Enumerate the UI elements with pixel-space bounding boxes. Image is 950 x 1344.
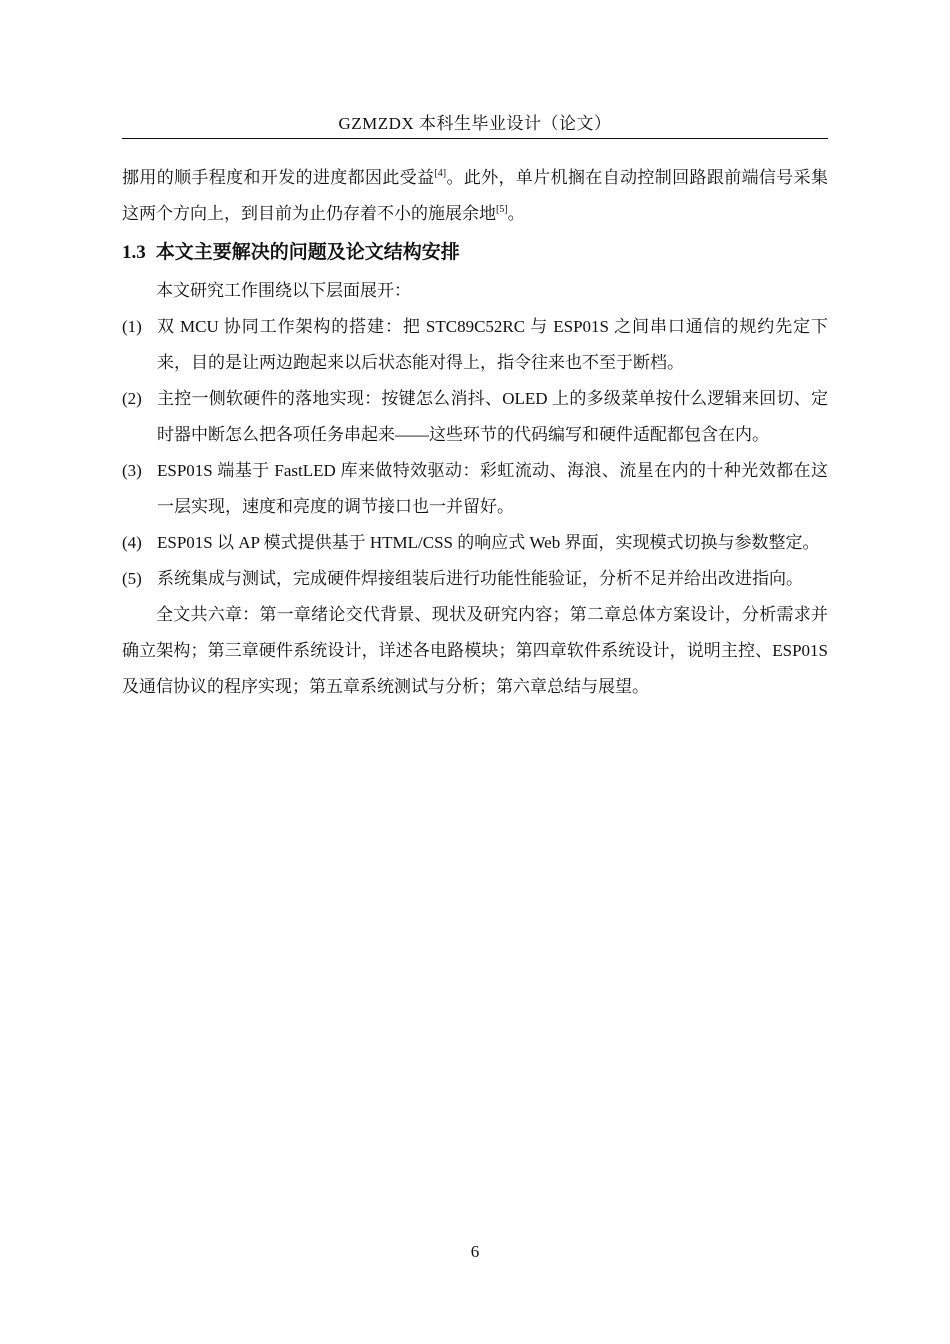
list-item-text: ESP01S 端基于 FastLED 库来做特效驱动：彩虹流动、海浪、流星在内的十种光效都在这一层实现，速度和亮度的调节接口也一并留好。 xyxy=(157,461,828,516)
list-item-text: 双 MCU 协同工作架构的搭建：把 STC89C52RC 与 ESP01S 之间串口通信的规约先定下来，目的是让两边跑起来以后状态能对得上，指令往来也不至于断档。 xyxy=(157,317,828,372)
intro-text-1: 挪用的顺手程度和开发的进度都因此受益 xyxy=(122,168,435,187)
section-number: 1.3 xyxy=(122,242,146,263)
intro-text-3: 。 xyxy=(507,204,525,223)
list-item xyxy=(122,309,828,381)
list-item-text: 系统集成与测试，完成硬件焊接组装后进行功能性能验证，分析不足并给出改进指向。 xyxy=(157,569,803,588)
list-item-text: ESP01S 以 AP 模式提供基于 HTML/CSS 的响应式 Web 界面，实现模式切换与参数整定。 xyxy=(157,533,820,552)
citation-5: [5] xyxy=(496,204,508,215)
section-title: 本文主要解决的问题及论文结构安排 xyxy=(155,241,460,263)
list-item xyxy=(122,381,828,453)
research-items-list xyxy=(122,309,828,597)
list-marker: (4) xyxy=(122,533,142,552)
list-marker: (5) xyxy=(122,569,142,588)
list-item xyxy=(122,525,828,561)
list-item xyxy=(122,561,828,597)
intro-text-2: 。此外，单片机搁在自动控制回路跟前端信号采集这两个方向上，到目前为止仍存着不小的施展余地 xyxy=(122,168,829,223)
page-content xyxy=(122,160,828,705)
intro-paragraph xyxy=(122,160,828,232)
citation-4: [4] xyxy=(434,168,447,179)
running-header: GZMZDX 本科生毕业设计（论文） xyxy=(338,114,612,133)
header-rule xyxy=(122,138,828,139)
page-number: 6 xyxy=(470,1242,480,1261)
list-marker: (1) xyxy=(122,317,142,336)
list-item xyxy=(122,453,828,525)
list-item-text: 主控一侧软硬件的落地实现：按键怎么消抖、OLED 上的多级菜单按什么逻辑来回切、定时器中断怎么把各项任务串起来——这些环节的代码编写和硬件适配都包含在内。 xyxy=(157,389,828,444)
list-marker: (2) xyxy=(122,389,142,408)
lead-paragraph: 本文研究工作围绕以下层面展开： xyxy=(156,281,411,300)
section-heading xyxy=(122,232,828,273)
list-marker: (3) xyxy=(122,461,142,480)
summary-paragraph: 全文共六章：第一章绪论交代背景、现状及研究内容；第二章总体方案设计，分析需求并确立架构；第三章硬件系统设计，详述各电路模块；第四章软件系统设计，说明主控、ESP01S 及通信协议的程序实现；第五章系统测试与分析；第六章总结与展望。 xyxy=(122,605,828,696)
